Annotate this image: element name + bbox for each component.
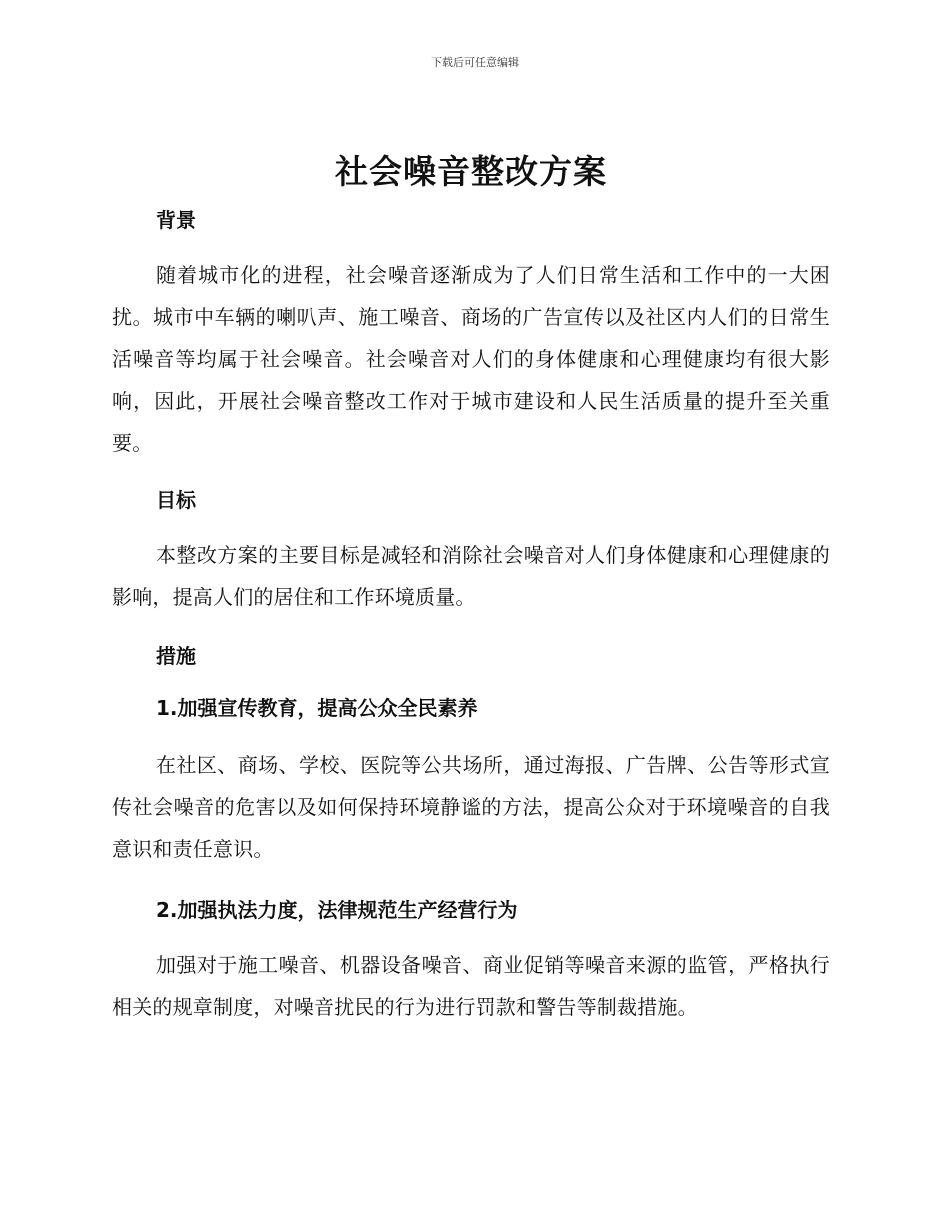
document-title: 社会噪音整改方案 [335, 152, 607, 191]
section-heading-background: 背景 [156, 208, 196, 232]
paragraph-background: 随着城市化的进程，社会噪音逐渐成为了人们日常生活和工作中的一大困扰。城市中车辆的喇叭声、施工噪音、商场的广告宣传以及社区内人们的日常生活噪音等均属于社会噪音。社会噪音对人们的身体健康和心理健康均有很大影响，因此，开展社会噪音整改工作对于城市建设和人民生活质量的提升至关重要。 [112, 263, 830, 455]
paragraph-measure-1: 在社区、商场、学校、医院等公共场所，通过海报、广告牌、公告等形式宣传社会噪音的危害以及如何保持环境静谧的方法，提高公众对于环境噪音的自我意识和责任意识。 [112, 753, 830, 861]
subheading-measure-1: 1.加强宣传教育，提高公众全民素养 [156, 696, 478, 720]
subheading-measure-2: 2.加强执法力度，法律规范生产经营行为 [156, 898, 518, 922]
paragraph-goal: 本整改方案的主要目标是减轻和消除社会噪音对人们身体健康和心理健康的影响，提高人们的居住和工作环境质量。 [112, 543, 830, 609]
section-heading-measures: 措施 [156, 644, 196, 668]
paragraph-measure-2: 加强对于施工噪音、机器设备噪音、商业促销等噪音来源的监管，严格执行相关的规章制度，对噪音扰民的行为进行罚款和警告等制裁措施。 [112, 953, 830, 1019]
header-note: 下载后可任意编辑 [431, 56, 519, 69]
document-body [112, 148, 830, 1028]
section-heading-goal: 目标 [156, 488, 196, 512]
